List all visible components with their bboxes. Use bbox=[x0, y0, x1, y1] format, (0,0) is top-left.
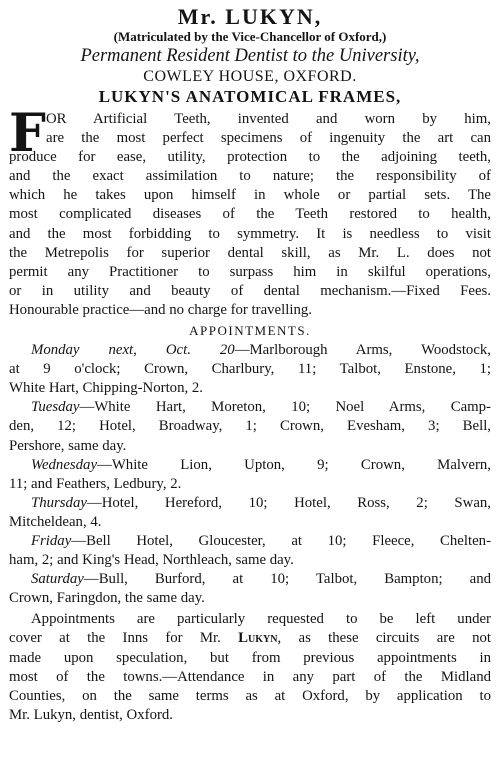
intro-line: and the exact assimilation to nature; the responsibility of bbox=[9, 168, 491, 185]
appointment-friday bbox=[9, 532, 491, 551]
appointment-thursday bbox=[9, 494, 491, 513]
appointment-text: —Hotel, Hereford, 10; Hotel, Ross, 2; Swan, bbox=[86, 494, 491, 511]
advert-title: Mr. LUKYN, bbox=[177, 4, 323, 29]
closing-line: Mr. Lukyn, dentist, Oxford. bbox=[9, 706, 173, 723]
appointment-monday bbox=[9, 341, 491, 360]
frames-heading: LUKYN'S ANATOMICAL FRAMES, bbox=[98, 87, 402, 106]
intro-paragraph bbox=[9, 103, 491, 320]
day-label: Friday bbox=[31, 532, 72, 549]
appointment-line: at 9 o'clock; Crown, Charlbury, 11; Talbot, Enstone, 1; bbox=[9, 361, 491, 378]
intro-line: which he takes upon himself in whole or partial sets. The bbox=[9, 187, 491, 204]
drop-cap: F bbox=[9, 103, 46, 164]
intro-line: most complicated diseases of the Teeth restored to health, bbox=[9, 206, 491, 223]
appointment-wednesday bbox=[9, 456, 491, 475]
appointments-heading: APPOINTMENTS. bbox=[189, 323, 311, 339]
day-label: Tuesday bbox=[31, 399, 80, 416]
closing-line: Counties, on the same terms as at Oxford, by application to bbox=[9, 687, 491, 704]
dentist-role: Permanent Resident Dentist to the University, bbox=[80, 46, 420, 66]
day-label: Wednesday bbox=[31, 456, 98, 473]
intro-line: are the most perfect specimens of ingenuity the art can bbox=[46, 130, 491, 147]
address: COWLEY HOUSE, OXFORD. bbox=[143, 68, 357, 85]
appointment-line: Pershore, same day. bbox=[9, 437, 127, 454]
closing-paragraph bbox=[9, 610, 491, 725]
appointments-list bbox=[9, 341, 491, 608]
appointment-line: White Hart, Chipping-Norton, 2. bbox=[9, 380, 203, 397]
intro-line: Honourable practice—and no charge for travelling. bbox=[9, 301, 312, 318]
appointment-line: den, 12; Hotel, Broadway, 1; Crown, Evesham, 3; Bell, bbox=[9, 418, 491, 435]
appointment-line: 11; and Feathers, Ledbury, 2. bbox=[9, 475, 182, 492]
intro-line: and the most forbidding to symmetry. It is needless to visit bbox=[9, 225, 491, 242]
appointment-tuesday bbox=[9, 398, 491, 417]
appointment-text: —White Lion, Upton, 9; Crown, Malvern, bbox=[97, 456, 491, 473]
appointment-text: —Bull, Burford, at 10; Talbot, Bampton; and bbox=[83, 571, 491, 588]
closing-text: , as these circuits are not bbox=[277, 630, 491, 647]
intro-line: permit any Practitioner to surpass him in skilful operations, bbox=[9, 263, 491, 280]
appointment-line: Crown, Faringdon, the same day. bbox=[9, 590, 205, 607]
appointment-saturday bbox=[9, 570, 491, 589]
appointment-text: —White Hart, Moreton, 10; Noel Arms, Camp- bbox=[79, 399, 491, 416]
intro-line: produce for ease, utility, protection to the adjoining teeth, bbox=[9, 149, 491, 166]
intro-line: the Metrepolis for superior dental skill, as Mr. L. does not bbox=[9, 244, 491, 261]
lukyn-name: Lukyn bbox=[238, 630, 278, 647]
closing-line: made upon speculation, but from previous appointments in bbox=[9, 649, 491, 666]
matriculation-note: (Matriculated by the Vice-Chancellor of Oxford,) bbox=[113, 29, 387, 44]
closing-line bbox=[9, 629, 491, 648]
closing-line: most of the towns.—Attendance in any part of the Midland bbox=[9, 668, 491, 685]
appointment-text: —Bell Hotel, Gloucester, at 10; Fleece, Chelten- bbox=[71, 532, 491, 549]
day-label: Monday next, Oct. 20 bbox=[31, 342, 235, 359]
closing-text: cover at the Inns for Mr. bbox=[9, 630, 239, 647]
day-label: Saturday bbox=[31, 571, 84, 588]
appointment-text: —Marlborough Arms, Woodstock, bbox=[234, 342, 491, 359]
intro-line: or in utility and beauty of dental mechanism.—Fixed Fees. bbox=[9, 282, 491, 299]
closing-line: Appointments are particularly requested to be left under bbox=[31, 611, 491, 628]
intro-line: OR Artificial Teeth, invented and worn by him, bbox=[46, 111, 491, 127]
appointment-line: ham, 2; and King's Head, Northleach, same day. bbox=[9, 552, 294, 569]
day-label: Thursday bbox=[31, 494, 87, 511]
appointment-line: Mitcheldean, 4. bbox=[9, 513, 102, 530]
